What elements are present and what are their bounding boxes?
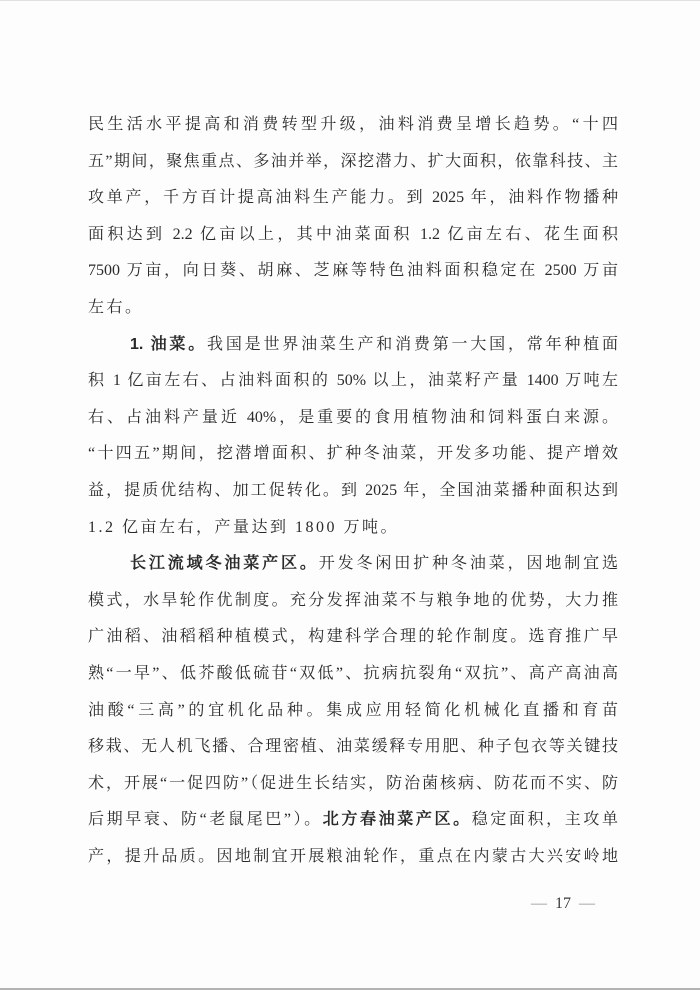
text-line: [88, 839, 618, 876]
text-run: 广油稻、油稻稻种植模式，构建科学合理的轮作制度。选育推广早: [88, 628, 618, 646]
text-line-paragraph-start: [88, 327, 618, 364]
text-run: “十四五”期间，挖潜增面积、扩种冬油菜，开发多功能、提产增效: [88, 445, 618, 463]
text-line: [88, 693, 618, 730]
bold-run-item-heading: 1. 油菜。: [130, 335, 208, 353]
text-line: [88, 473, 618, 510]
text-run: 产，提升品质。因地制宜开展粮油轮作，重点在内蒙古大兴安岭地: [88, 847, 618, 865]
text-line-paragraph-start: [88, 546, 618, 583]
text-run: 积 1 亿亩左右、占油料面积的 50% 以上，油菜籽产量 1400 万吨左: [88, 372, 618, 390]
page-number-value: 17: [555, 895, 571, 912]
text-line: [88, 802, 618, 839]
text-line: [88, 583, 618, 620]
text-line-paragraph-end: [88, 290, 618, 327]
text-run: 油酸“三高”的宜机化品种。集成应用轻简化机械化直播和育苗: [88, 701, 618, 719]
text-run: 民生活水平提高和消费转型升级，油料消费呈增长趋势。“十四: [88, 116, 618, 133]
scan-edge-top: [0, 0, 700, 1]
text-run: 后期早衰、防“老鼠尾巴”）。: [88, 811, 323, 829]
text-line: [88, 729, 618, 766]
bold-run-region-heading: 北方春油菜产区。: [322, 811, 472, 829]
text-line: [88, 400, 618, 437]
text-run: 右、占油料产量近 40%，是重要的食用植物油和饲料蛋白来源。: [88, 408, 618, 426]
text-line: [88, 253, 618, 290]
text-line: [88, 766, 618, 803]
text-run: 模式，水旱轮作优制度。充分发挥油菜不与粮争地的优势，大力推: [88, 591, 618, 609]
text-run: 我国是世界油菜生产和消费第一大国，常年种植面: [207, 335, 618, 353]
text-line: [88, 217, 618, 254]
text-line: [88, 656, 618, 693]
text-run: 开发冬闲田扩种冬油菜，因地制宜选: [318, 555, 618, 573]
text-run: 攻单产，千方百计提高油料生产能力。到 2025 年，油料作物播种: [88, 189, 618, 207]
text-line-paragraph-end: [88, 510, 618, 547]
text-run: 移栽、无人机飞播、合理密植、油菜缓释专用肥、种子包衣等关键技: [88, 738, 618, 756]
text-run: 术，开展“一促四防”（促进生长结实，防治菌核病、防花而不实、防: [88, 774, 618, 792]
text-run: 7500 万亩，向日葵、胡麻、芝麻等特色油料面积稳定在 2500 万亩: [88, 262, 618, 280]
text-line: [88, 619, 618, 656]
text-line: [88, 180, 618, 217]
text-run: 五”期间，聚焦重点、多油并举，深挖潜力、扩大面积，依靠科技、主: [88, 152, 618, 170]
document-body: [88, 107, 618, 875]
text-line: [88, 436, 618, 473]
page-number-dash-right: —: [579, 895, 595, 912]
text-line: [88, 107, 618, 144]
page-number-dash-left: —: [531, 895, 547, 912]
text-run: 益，提质优结构、加工促转化。到 2025 年，全国油菜播种面积达到: [88, 481, 618, 499]
text-run: 面积达到 2.2 亿亩以上，其中油菜面积 1.2 亿亩左右、花生面积: [88, 225, 618, 243]
text-line: [88, 144, 618, 181]
text-run: 1.2 亿亩左右，产量达到 1800 万吨。: [88, 518, 400, 536]
bold-run-region-heading: 长江流域冬油菜产区。: [130, 555, 319, 573]
text-line: [88, 363, 618, 400]
text-run: 稳定面积，主攻单: [471, 811, 618, 829]
text-run: 左右。: [88, 298, 144, 316]
page-number: [523, 893, 603, 915]
text-run: 熟“一早”、低芥酸低硫苷“双低”、抗病抗裂角“双抗”、高产高油高: [88, 664, 618, 682]
